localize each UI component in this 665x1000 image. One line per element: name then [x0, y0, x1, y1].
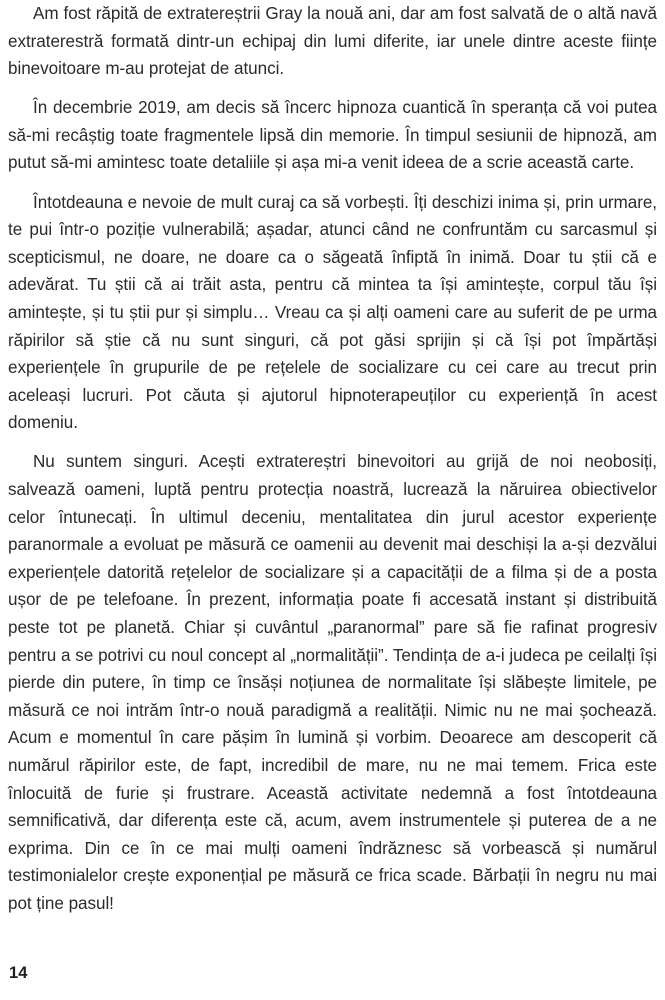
paragraph-1: Am fost răpită de extratereștrii Gray la nouă ani, dar am fost salvată de o altă navă extraterestră formată dintr-un echipaj din lumi diferite, iar unele dintre aceste ființe binevoitoare m-au protejat de atunci. — [8, 4, 657, 79]
body-text-column — [8, 0, 657, 918]
page-number: 14 — [9, 964, 28, 982]
paragraph-2: În decembrie 2019, am decis să încerc hipnoza cuantică în speranța că voi putea să-mi recâștig toate fragmentele lipsă din memorie. În timpul sesiunii de hipnoză, am putut să-mi amintesc toate detaliile și așa mi-a venit ideea de a scrie această carte. — [8, 98, 657, 173]
paragraph-3: Întotdeauna e nevoie de mult curaj ca să vorbești. Îți deschizi inima și, prin urmare, te pui într-o poziție vulnerabilă; așadar, atunci când ne confruntăm cu sarcasmul și scepticismul, ne doare, ne doare ca o săgeată înfiptă în inimă. Doar tu știi că e adevărat. Tu știi că ai trăit asta, pentru că mintea ta își amintește, corpul tău își amintește, și tu știi pur și simplu… Vreau ca și alți oameni care au suferit de pe urma răpirilor să știe că nu sunt singuri, că pot găsi sprijin și că își pot împărtăși experiențele în grupurile de pe rețelele de socializare cu cei care au trecut prin aceleași lucruri. Pot căuta și ajutorul hipnoterapeuților cu experiență în acest domeniu. — [8, 192, 657, 433]
paragraph-4: Nu suntem singuri. Acești extratereștri binevoitori au grijă de noi neobosiți, salvează oameni, luptă pentru protecția noastră, lucrează la năruirea obiectivelor celor întunecați. În ultimul deceniu, mentalitatea din jurul acestor experiențe paranormale a evoluat pe măsură ce oamenii au devenit mai deschiși la a-și dezvălui experiențele datorită rețelelor de socializare și a capacității de a filma și de a posta ușor de pe telefoane. În prezent, informația poate fi accesată instant și distribuită peste tot pe planetă. Chiar și cuvântul „paranormal” pare să fie rafinat progresiv pentru a se potrivi cu noul concept al „normalității”. Tendința de a-i judeca pe ceilalți își pierde din putere, în timp ce însăși noțiunea de normalitate își slăbește limitele, pe măsură ce noi intrăm într-o nouă paradigmă a realității. Nimic nu ne mai șochează. Acum e momentul în care pășim în lumină și vorbim. Deoarece am descoperit că numărul răpirilor este, de fapt, incredibil de mare, nu ne mai temem. Frica este înlocuită de furie și frustrare. Această activitate nedemnă a fost întotdeauna semnificativă, dar diferența este că, acum, avem instrumentele și puterea de a ne exprima. Din ce în ce mai mulți oameni îndrăznesc să vorbească și numărul testimonialelor crește exponențial pe măsură ce frica scade. Bărbații în negru nu mai pot ține pasul! — [8, 452, 657, 913]
